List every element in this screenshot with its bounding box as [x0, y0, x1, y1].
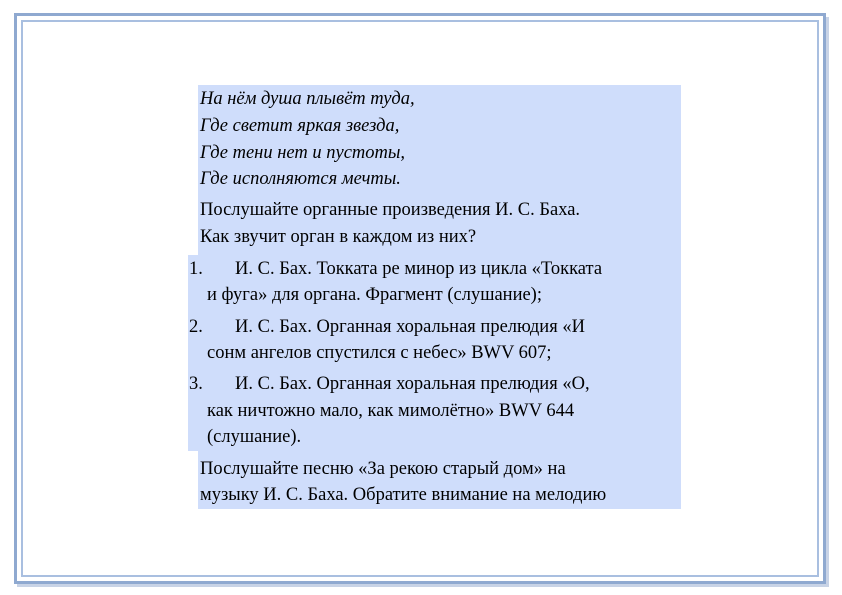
list-item-2-number: 2. — [189, 317, 203, 337]
list-item-3-line-1: И. С. Бах. Органная хоральная прелюдия «О, — [235, 374, 590, 394]
listen-organ-line-2: Как звучит орган в каждом из них? — [200, 227, 477, 247]
listen-organ-line-1: Послушайте органные произведения И. С. Баха. — [200, 200, 581, 220]
list-item-1-line-2: и фуга» для органа. Фрагмент (слушание); — [207, 285, 542, 305]
poem-line-2: Где светит яркая звезда, — [200, 116, 400, 136]
poem-line-1: На нём душа плывёт туда, — [200, 89, 415, 109]
list-item-2-line-2: сонм ангелов спустился с небес» BWV 607; — [207, 343, 552, 363]
listen-song-line-2: музыку И. С. Баха. Обратите внимание на мелодию — [200, 485, 607, 505]
list-item-1-number: 1. — [189, 259, 203, 279]
list-item-3-number: 3. — [189, 374, 203, 394]
poem-line-3: Где тени нет и пустоты, — [200, 143, 406, 163]
frame-shadow-right — [826, 17, 829, 587]
poem-line-4: Где исполняются мечты. — [200, 169, 401, 189]
list-item-3-line-2: как ничтожно мало, как мимолётно» BWV 644 — [207, 401, 575, 421]
list-item-3-line-3: (слушание). — [207, 427, 302, 447]
list-item-1-line-1: И. С. Бах. Токката ре минор из цикла «Токката — [235, 259, 603, 279]
list-item-2-line-1: И. С. Бах. Органная хоральная прелюдия «И — [235, 317, 585, 337]
frame-shadow-bottom — [17, 584, 829, 587]
listen-song-line-1: Послушайте песню «За рекою старый дом» на — [200, 459, 566, 479]
